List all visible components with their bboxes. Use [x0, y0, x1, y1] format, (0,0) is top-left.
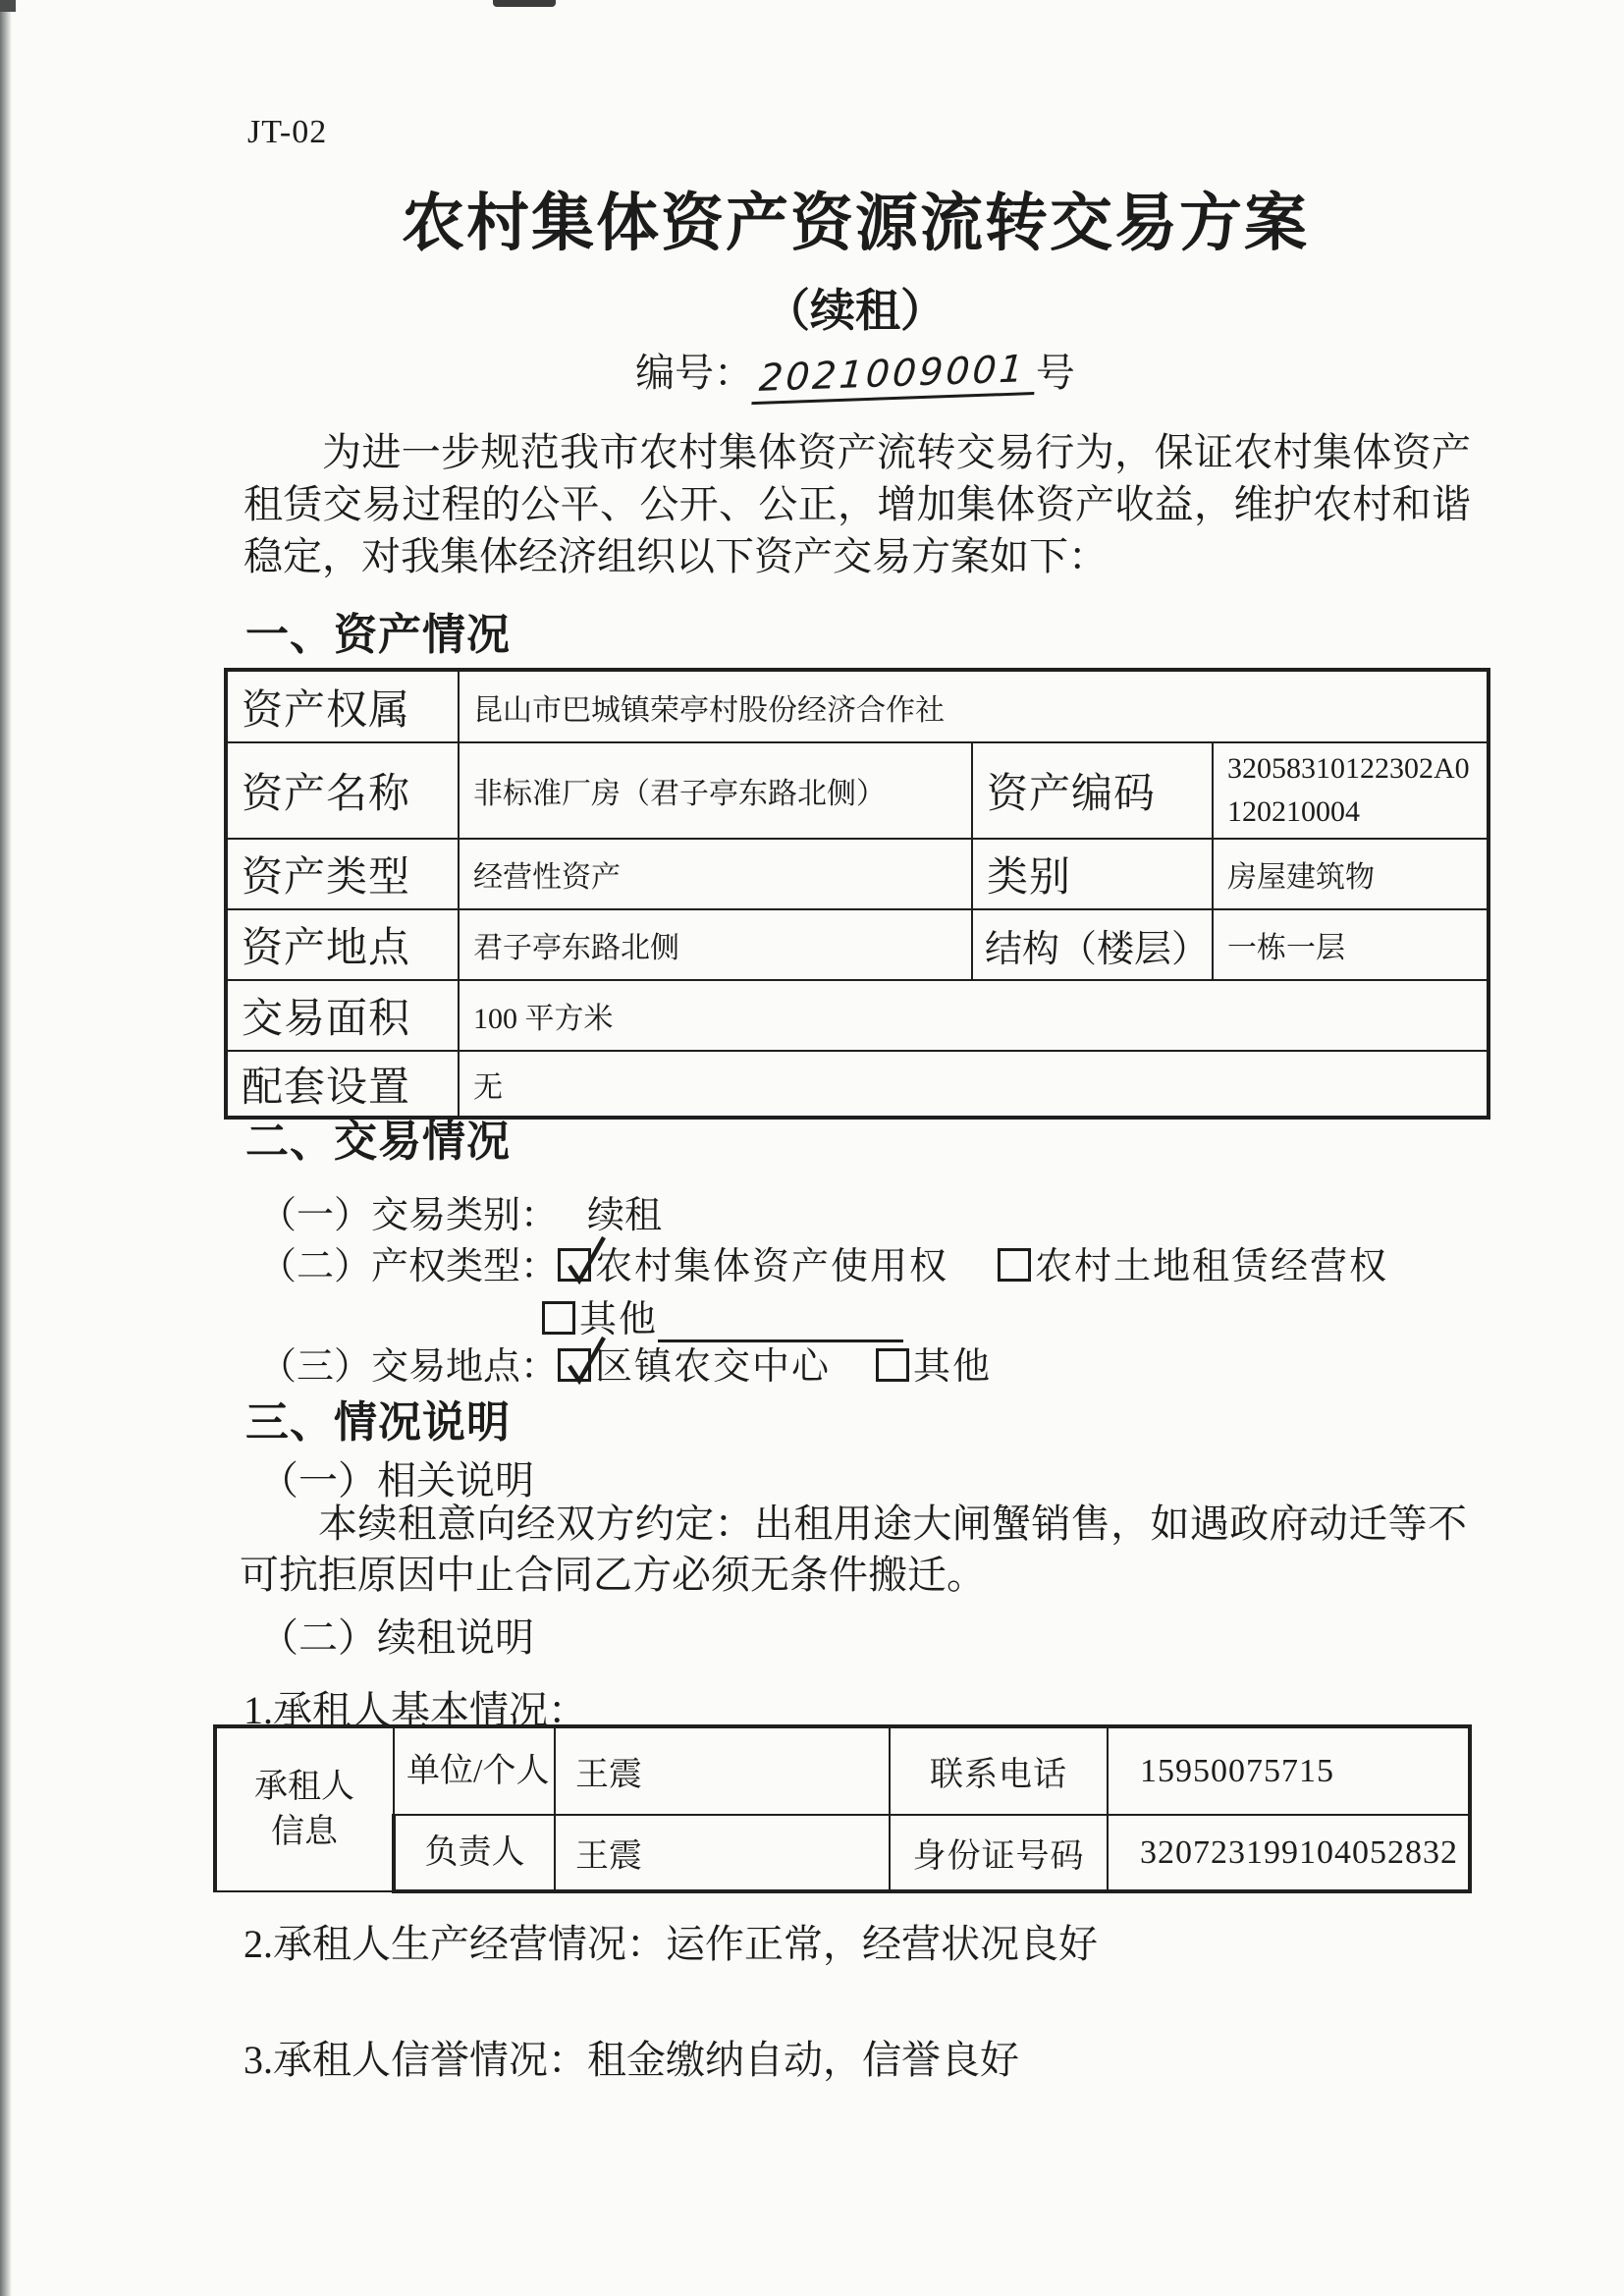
transaction-place-line — [259, 1336, 992, 1390]
asset-facility-value: 无 — [459, 1051, 1489, 1118]
property-right-type-line — [259, 1235, 1388, 1289]
item-label: 交易地点： — [371, 1346, 559, 1388]
asset-area-label: 交易面积 — [226, 980, 459, 1051]
checkbox-checked-icon — [558, 1348, 591, 1382]
serial-label: 编号： — [635, 351, 754, 395]
asset-location-value: 君子亭东路北侧 — [459, 909, 972, 980]
asset-location-label: 资产地点 — [226, 909, 459, 980]
checkbox-icon — [542, 1301, 575, 1335]
table-row — [226, 980, 1489, 1051]
table-row — [226, 839, 1489, 909]
table-row — [226, 909, 1489, 980]
tenant-id-label: 身份证号码 — [890, 1815, 1108, 1891]
table-row — [215, 1726, 1470, 1815]
asset-ownership-value: 昆山市巴城镇荣亭村股份经济合作社 — [459, 670, 1489, 742]
tenant-principal-label: 负责人 — [394, 1815, 555, 1891]
check-mark-icon — [558, 1333, 609, 1388]
item-prefix: （三） — [259, 1346, 372, 1388]
asset-area-value: 100 平方米 — [459, 980, 1489, 1051]
section-heading-transaction: 二、交易情况 — [245, 1118, 511, 1166]
related-notes-paragraph: 本续租意向经双方约定：出租用途大闸蟹销售，如遇政府动迁等不可抗拒原因中止合同乙方必须无条件搬迁。 — [240, 1502, 1467, 1597]
section-heading-explanation: 三、情况说明 — [245, 1398, 511, 1447]
tenant-operation-status-line: 2.承租人生产经营情况：运作正常，经营状况良好 — [244, 1922, 1098, 1966]
checkbox-icon — [876, 1348, 909, 1382]
scan-edge-shadow — [0, 0, 12, 2296]
table-row — [215, 1815, 1470, 1891]
tenant-phone-label: 联系电话 — [890, 1726, 1108, 1815]
checkbox-icon — [998, 1248, 1031, 1282]
intro-paragraph: 为进一步规范我市农村集体资产流转交易行为，保证农村集体资产租赁交易过程的公平、公开、公正，增加集体资产收益，维护农村和谐稳定，对我集体经济组织以下资产交易方案如下： — [244, 430, 1471, 578]
asset-category-label: 类别 — [972, 839, 1213, 909]
asset-category-value: 房屋建筑物 — [1213, 839, 1489, 909]
asset-type-value: 经营性资产 — [459, 839, 972, 909]
section-heading-asset: 一、资产情况 — [245, 611, 511, 659]
asset-structure-label: 结构（楼层） — [972, 909, 1213, 980]
tenant-id-value: 320723199104052832 — [1108, 1815, 1470, 1891]
item-label: 交易类别： — [371, 1195, 559, 1236]
scan-artifact — [0, 0, 16, 12]
check-mark-icon — [558, 1232, 609, 1287]
item-label: 产权类型： — [371, 1246, 559, 1287]
table-row — [226, 670, 1489, 742]
option-label: 区镇农交中心 — [595, 1346, 832, 1388]
serial-number-line — [224, 342, 1487, 400]
tenant-phone-value: 15950075715 — [1108, 1726, 1470, 1815]
document-title: 农村集体资产资源流转交易方案 — [402, 188, 1309, 258]
tenant-principal-value: 王震 — [555, 1815, 890, 1891]
tenant-credit-status-line: 3.承租人信誉情况：租金缴纳自动，信誉良好 — [244, 2038, 1019, 2082]
asset-code-value: 32058310122302A0120210004 — [1213, 742, 1489, 839]
table-row — [226, 742, 1489, 839]
serial-suffix: 号 — [1035, 351, 1075, 395]
asset-name-label: 资产名称 — [226, 742, 459, 839]
tenant-table-title: 1.承租人基本情况： — [244, 1688, 587, 1732]
asset-type-label: 资产类型 — [226, 839, 459, 909]
asset-name-value: 非标准厂房（君子亭东路北侧） — [459, 742, 972, 839]
checkbox-checked-icon — [558, 1248, 591, 1282]
serial-number-handwritten: 2021009001 — [751, 347, 1037, 405]
form-code: JT-02 — [247, 114, 328, 150]
document-subtitle: （续租） — [765, 285, 946, 336]
asset-info-table — [224, 668, 1490, 1120]
sub-heading-related-notes: （一）相关说明 — [259, 1458, 534, 1503]
asset-facility-label: 配套设置 — [226, 1051, 459, 1118]
tenant-unit-value: 王震 — [555, 1726, 890, 1815]
asset-code-label: 资产编码 — [972, 742, 1213, 839]
tenant-group-label: 承租人信息 — [215, 1726, 394, 1891]
option-label: 农村土地租赁经营权 — [1035, 1246, 1389, 1287]
option-label: 其他 — [579, 1299, 659, 1340]
option-label: 农村集体资产使用权 — [595, 1246, 949, 1287]
item-prefix: （二） — [259, 1246, 372, 1287]
tenant-info-table — [213, 1724, 1472, 1893]
transaction-type-value: 续租 — [587, 1195, 663, 1236]
asset-ownership-label: 资产权属 — [226, 670, 459, 742]
tenant-unit-label: 单位/个人 — [394, 1726, 555, 1815]
transaction-type-line — [259, 1184, 662, 1238]
option-label: 其他 — [913, 1346, 993, 1388]
scan-artifact — [493, 0, 556, 7]
item-prefix: （一） — [259, 1195, 372, 1236]
asset-structure-value: 一栋一层 — [1213, 909, 1489, 980]
sub-heading-renewal-notes: （二）续租说明 — [259, 1615, 534, 1660]
